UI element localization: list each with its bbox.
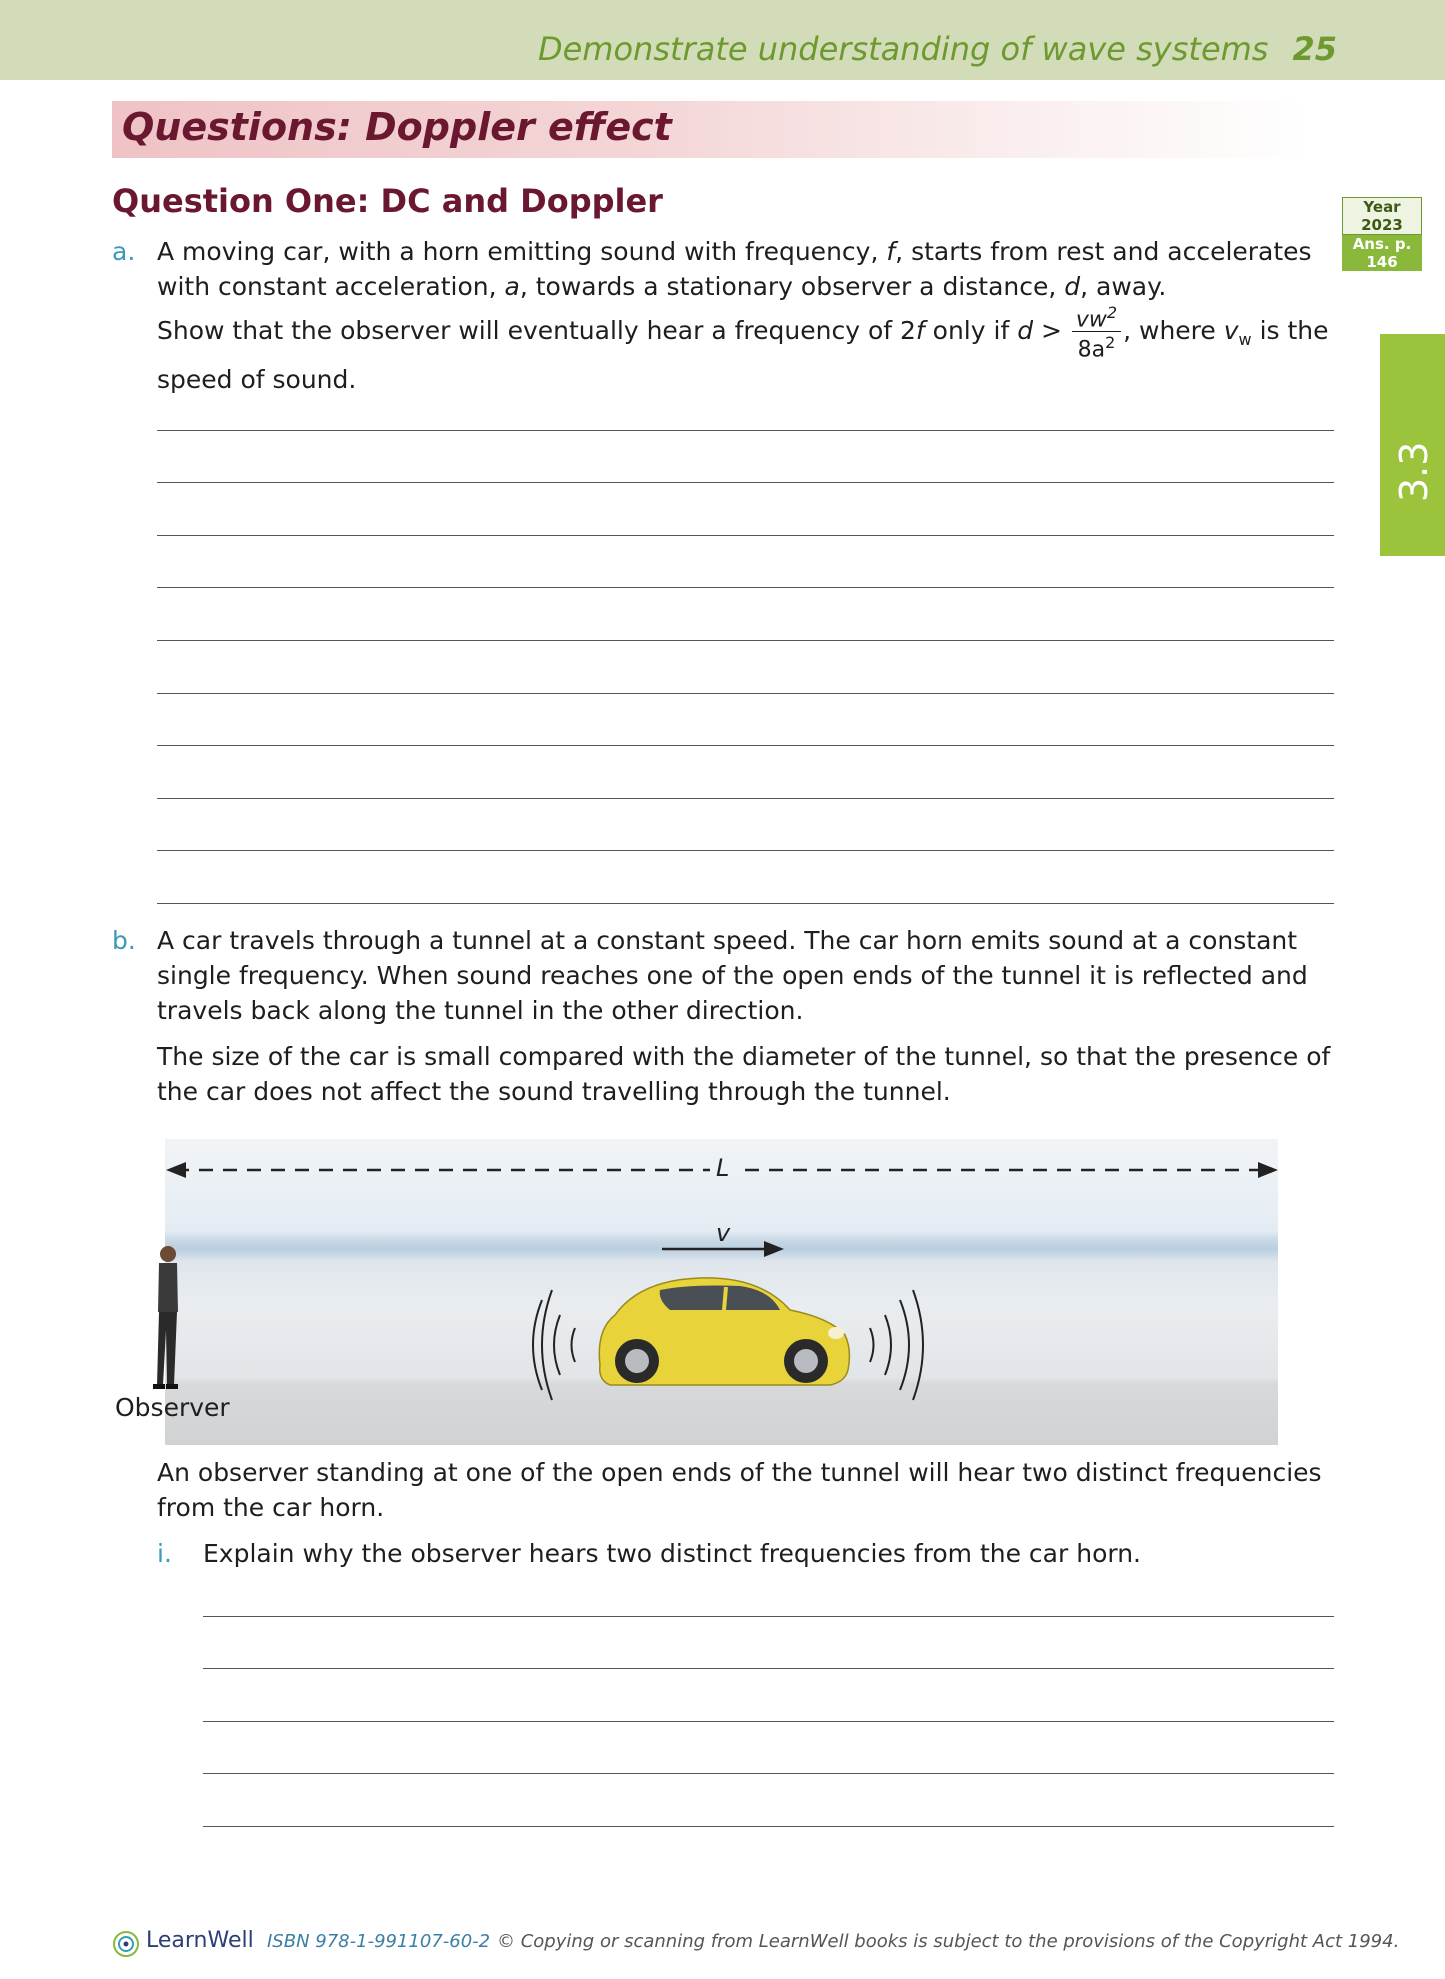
sound-wave-left [533,1300,542,1390]
observer-person-icon [153,1246,178,1389]
sound-wave-right [900,1300,909,1390]
part-a-label: a. [112,237,136,266]
answer-line[interactable] [203,1826,1334,1827]
footer-brand: LearnWell [146,1928,254,1953]
side-tab-label: 3.3 [1392,441,1436,502]
learnwell-logo-icon [112,1930,140,1958]
year-label: Year 2023 [1342,197,1422,235]
part-b-paragraph-3: An observer standing at one of the open ends of the tunnel will hear two distinct frequencies from the car horn. [157,1458,1322,1522]
car-icon [599,1278,849,1385]
arrow-right-head [1258,1162,1278,1178]
answer-line[interactable] [203,1668,1334,1669]
observer-label: Observer [115,1393,230,1422]
sound-wave-right [870,1328,874,1362]
running-title: Demonstrate understanding of wave systems [537,30,1269,68]
part-b-label: b. [112,926,136,955]
sound-wave-left [554,1315,560,1375]
velocity-label: v [716,1219,731,1247]
velocity-arrow-head [764,1241,784,1257]
arrow-left-head [166,1162,186,1178]
answers-link[interactable]: Ans. p. 146 [1342,235,1422,271]
part-b-paragraph-2: The size of the car is small compared with the diameter of the tunnel, so that the presence of the car does not affect the sound travelling through the tunnel. [157,1042,1331,1106]
page-number: 25 [1292,30,1337,68]
answer-line[interactable] [203,1773,1334,1774]
part-a-show-that: Show that the observer will eventually hear a frequency of 2f only if d > $\frac{vw^2}{8a^2}$ , where $v_w$ is the speed of sound. [157,303,1329,394]
section-title: Questions: Doppler effect [122,105,672,149]
fraction: $\frac{vw^2}{8a^2}$ [1072,302,1121,362]
footer-isbn: ISBN 978-1-991107-60-2 [267,1931,491,1952]
sound-wave-right [885,1315,891,1375]
sound-wave-right [913,1290,923,1400]
sub-i-label: i. [157,1539,172,1568]
sub-i-text: Explain why the observer hears two distinct frequencies from the car horn. [203,1539,1141,1568]
footer-copyright: © Copying or scanning from LearnWell books is subject to the provisions of the Copyright Act 1994. [497,1931,1400,1952]
part-b-paragraph-1: A car travels through a tunnel at a constant speed. The car horn emits sound at a constant single frequency. When sound reaches one of the open ends of the tunnel it is reflected and travels back along the tunnel in the other direction. [157,926,1308,1025]
footer [112,1926,1400,1962]
question-heading: Question One: DC and Doppler [112,182,663,220]
length-label: L [716,1154,730,1182]
answer-line[interactable] [203,1721,1334,1722]
part-a-text: A moving car, with a horn emitting sound with frequency, f, starts from rest and accelerates with constant acceleration, a, towards a stationary observer a distance, d, away. [157,237,1312,301]
sound-wave-left [572,1328,576,1362]
sound-wave-left [542,1290,552,1400]
answer-line[interactable] [203,1616,1334,1617]
